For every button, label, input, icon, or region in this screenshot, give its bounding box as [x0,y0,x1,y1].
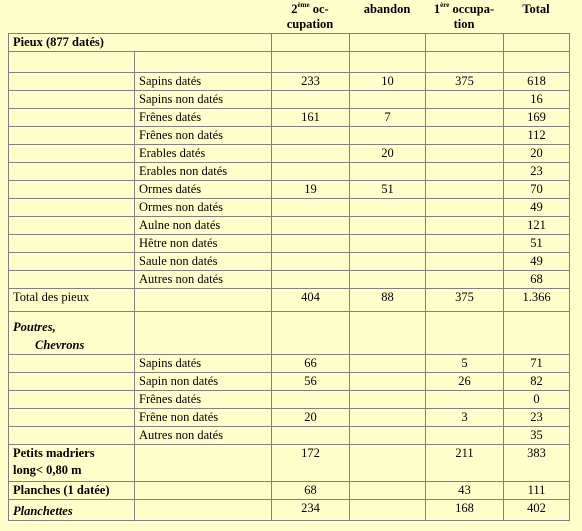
cell-abandon: 20 [350,145,426,163]
cell-occupation-1 [426,271,504,289]
cell-group [9,391,135,409]
cell-group [9,73,135,91]
cell-group [9,181,135,199]
madriers-row [9,445,570,482]
cell-occupation-2: 19 [272,181,350,199]
header-occupation-1 [425,2,503,32]
cell-group [9,109,135,127]
table-row [9,217,570,235]
cell-label: Erables datés [135,145,272,163]
header-occ2-superscript: ème [297,1,310,9]
cell-occupation-2 [272,235,350,253]
cell-group [9,217,135,235]
cell-occupation-2: 161 [272,109,350,127]
cell-total: 23 [504,163,570,181]
cell-label: Hêtre non datés [135,235,272,253]
cell-total: 383 [504,445,570,482]
cell-group [9,163,135,181]
cell-label: Frênes datés [135,109,272,127]
header-occ1-text: occupa- [449,2,495,16]
cell-occupation-1 [426,199,504,217]
cell-abandon [350,127,426,145]
cell-empty [504,312,570,355]
cell-group [9,127,135,145]
cell-label [135,482,272,500]
cell-label: Sapins non datés [135,91,272,109]
table-row [9,427,570,445]
cell-abandon [350,373,426,391]
cell-occupation-2 [272,253,350,271]
cell-occupation-1 [426,181,504,199]
cell-empty [272,312,350,355]
cell-label [135,445,272,482]
cell-group [9,355,135,373]
section-title-poutres [9,312,135,355]
planches-label: Planches (1 datée) [9,482,135,500]
cell-occupation-2: 404 [272,289,350,312]
cell-abandon [350,235,426,253]
cell-occupation-2: 56 [272,373,350,391]
wood-inventory-table [8,33,570,521]
header-occ2-line2: cupation [286,17,334,31]
cell-total: 49 [504,253,570,271]
cell-occupation-1: 211 [426,445,504,482]
cell-occupation-2: 233 [272,73,350,91]
cell-occupation-2 [272,391,350,409]
cell-total: 112 [504,127,570,145]
cell-total: 51 [504,235,570,253]
cell-label: Sapins datés [135,73,272,91]
poutres-line-1: Poutres, [13,320,56,334]
header-occupation-2 [271,2,349,32]
cell-occupation-2 [272,217,350,235]
table-row [9,235,570,253]
cell-abandon: 88 [350,289,426,312]
cell-occupation-1 [426,253,504,271]
header-total: Total [522,2,550,16]
cell-total: 71 [504,355,570,373]
cell-occupation-2: 20 [272,409,350,427]
cell-abandon: 7 [350,109,426,127]
cell-label: Ormes datés [135,181,272,199]
cell-occupation-2 [272,427,350,445]
cell-label: Saule non datés [135,253,272,271]
cell-total: 49 [504,199,570,217]
cell-total: 0 [504,391,570,409]
cell-occupation-1: 375 [426,289,504,312]
cell-abandon [350,199,426,217]
cell-occupation-1: 26 [426,373,504,391]
cell-occupation-1 [426,391,504,409]
cell-abandon [350,445,426,482]
cell-total: 70 [504,181,570,199]
table-row [9,163,570,181]
cell-occupation-1 [426,235,504,253]
cell-occupation-1: 5 [426,355,504,373]
cell-total: 20 [504,145,570,163]
cell-occupation-1: 3 [426,409,504,427]
cell-occupation-2 [272,271,350,289]
cell-occupation-1: 43 [426,482,504,500]
cell-abandon [350,271,426,289]
table-row [9,355,570,373]
cell-abandon [350,355,426,373]
cell-total: 82 [504,373,570,391]
cell-abandon [350,391,426,409]
cell-total: 169 [504,109,570,127]
table-row [9,391,570,409]
cell-label: Erables non datés [135,163,272,181]
section-row-poutres [9,312,570,355]
cell-abandon [350,500,426,521]
cell-label [135,289,272,312]
madriers-line-2: long< 0,80 m [13,463,82,477]
cell-abandon: 10 [350,73,426,91]
cell-occupation-1 [426,127,504,145]
cell-empty [135,312,272,355]
cell-occupation-1 [426,427,504,445]
cell-abandon [350,253,426,271]
cell-group [9,145,135,163]
planchettes-row [9,500,570,521]
planches-row [9,482,570,500]
cell-group [9,91,135,109]
cell-occupation-2 [272,127,350,145]
cell-occupation-2 [272,163,350,181]
cell-abandon [350,91,426,109]
header-occ2-text: oc- [309,2,329,16]
cell-occupation-2: 234 [272,500,350,521]
header-occ1-number: 1 [433,2,441,16]
table-row [9,73,570,91]
madriers-label [9,445,135,482]
cell-occupation-1 [426,109,504,127]
cell-total: 35 [504,427,570,445]
planchettes-label: Planchettes [9,500,135,521]
cell-label: Aulne non datés [135,217,272,235]
cell-abandon: 51 [350,181,426,199]
total-pieux-label: Total des pieux [9,289,135,312]
header-occ1-superscript: ère [440,1,450,9]
section-row-pieux [9,34,570,52]
table-row [9,181,570,199]
table-row [9,145,570,163]
cell-total: 1.366 [504,289,570,312]
spacer-row [9,52,570,73]
cell-occupation-2: 172 [272,445,350,482]
cell-label [135,500,272,521]
cell-group [9,427,135,445]
header-abandon: abandon [363,2,411,16]
cell-abandon [350,427,426,445]
table-row [9,409,570,427]
cell-total: 111 [504,482,570,500]
cell-label: Autres non datés [135,271,272,289]
table-row [9,109,570,127]
table-row [9,271,570,289]
cell-label: Frênes non datés [135,127,272,145]
cell-occupation-1: 375 [426,73,504,91]
cell-occupation-1: 168 [426,500,504,521]
total-pieux-row [9,289,570,312]
cell-group [9,235,135,253]
cell-group [9,409,135,427]
cell-empty [350,312,426,355]
table-row [9,253,570,271]
table-row [9,373,570,391]
table-row [9,91,570,109]
cell-occupation-1 [426,217,504,235]
poutres-line-2: Chevrons [35,338,85,352]
cell-label: Sapins datés [135,355,272,373]
cell-abandon [350,163,426,181]
cell-occupation-1 [426,145,504,163]
cell-group [9,199,135,217]
cell-occupation-2: 68 [272,482,350,500]
cell-occupation-2 [272,145,350,163]
cell-total: 121 [504,217,570,235]
table-row [9,127,570,145]
cell-group [9,271,135,289]
cell-total: 402 [504,500,570,521]
cell-total: 23 [504,409,570,427]
cell-occupation-2: 66 [272,355,350,373]
cell-abandon [350,482,426,500]
section-title-pieux: Pieux (877 datés) [9,34,272,52]
cell-occupation-1 [426,163,504,181]
header-occ2-number: 2 [291,2,298,16]
cell-occupation-2 [272,199,350,217]
cell-occupation-2 [272,91,350,109]
cell-label: Frêne non datés [135,409,272,427]
cell-label: Frênes datés [135,391,272,409]
table-body [9,34,570,521]
cell-abandon [350,409,426,427]
cell-total: 68 [504,271,570,289]
madriers-line-1: Petits madriers [13,446,95,460]
cell-label: Sapin non datés [135,373,272,391]
cell-total: 16 [504,91,570,109]
cell-total: 618 [504,73,570,91]
cell-occupation-1 [426,91,504,109]
header-occ1-line2: tion [453,17,475,31]
cell-abandon [350,217,426,235]
table-row [9,199,570,217]
cell-group [9,373,135,391]
cell-empty [426,312,504,355]
cell-label: Ormes non datés [135,199,272,217]
cell-label: Autres non datés [135,427,272,445]
cell-group [9,253,135,271]
